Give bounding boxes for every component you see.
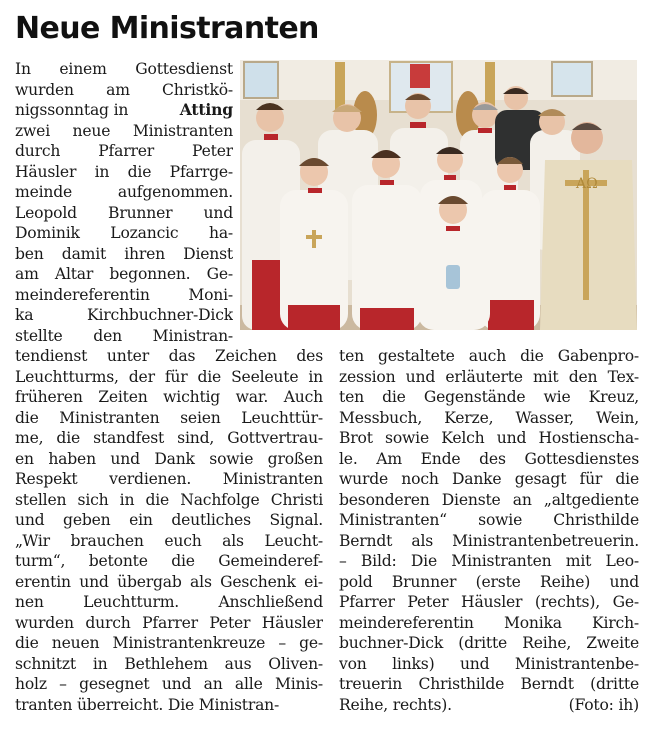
article-line: Pfarrer Peter Häusler (rechts), Ge- [339, 593, 639, 611]
article-line: zwei neue Ministranten [15, 121, 233, 140]
article-line: wurde noch Danke gesagt für die [339, 470, 639, 488]
article-line: erentin und übergab als Geschenk ei- [15, 572, 323, 591]
article-line: buchner-Dick (dritte Reihe, Zweite [339, 634, 639, 652]
article-line: ten die Gegenstände wie Kreuz, [339, 388, 639, 406]
group-photo [240, 60, 637, 330]
article-line: holz – gesegnet und an alle Minis- [15, 675, 323, 693]
article-line: schnitzt in Bethlehem aus Oliven- [15, 654, 323, 673]
article-text: nigssonntag in [15, 101, 129, 119]
article-line: en haben und Dank sowie großen [15, 449, 323, 468]
article-text: Reihe, rechts). [339, 695, 452, 714]
group-photo-illustration [240, 60, 637, 330]
article-line: meindereferentin Monika Kirch- [339, 613, 639, 632]
article-line: tranten überreicht. Die Ministran- [15, 695, 280, 714]
article-line: besonderen Dienste an „altgediente [339, 490, 639, 509]
chasuble-symbol: ΑΩ [576, 176, 598, 192]
article-line [339, 695, 639, 716]
page-title: Neue Ministranten [15, 11, 319, 46]
article-line: ben damit ihren Dienst [15, 244, 233, 263]
article-line: treuerin Christhilde Berndt (dritte [339, 675, 639, 693]
article-line: von links) und Ministrantenbe- [339, 654, 639, 673]
article-line: die Ministranten seien Leuchttür- [15, 408, 323, 427]
article-line [15, 100, 233, 121]
article-line: Brot sowie Kelch und Hostienscha- [339, 429, 639, 447]
article-line: wurden am Christkö- [15, 80, 233, 99]
article-line: Dominik Lozancic ha- [15, 224, 233, 242]
article-line: meindereferentin Moni- [15, 285, 233, 304]
article-line: turm“, betonte die Gemeinderef- [15, 552, 323, 570]
article-line: ka Kirchbuchner-Dick [15, 306, 233, 324]
article-line: – Bild: Die Ministranten mit Leo- [339, 552, 639, 570]
article-line: die neuen Ministrantenkreuze – ge- [15, 634, 323, 652]
article-line: Leopold Brunner und [15, 203, 233, 222]
article-line: am Altar begonnen. Ge- [15, 265, 233, 283]
article-line: tendienst unter das Zeichen des [15, 347, 323, 365]
article-line: zession und erläuterte mit den Tex- [339, 367, 639, 386]
article-line: le. Am Ende des Gottesdienstes [339, 449, 639, 468]
article-line: wurden durch Pfarrer Peter Häusler [15, 613, 323, 632]
article-line: Messbuch, Kerze, Wasser, Wein, [339, 408, 639, 427]
article-line: me, die standfest sind, Gottvertrau- [15, 429, 323, 447]
article-line: und geben ein deutliches Signal. [15, 511, 323, 529]
article-line: meinde aufgenommen. [15, 183, 233, 201]
article-line: Respekt verdienen. Ministranten [15, 470, 323, 488]
article-line: stellte den Ministran- [15, 326, 233, 345]
article-line: Häusler in die Pfarrge- [15, 162, 233, 181]
place-name: Atting [179, 100, 233, 119]
article-line: pold Brunner (erste Reihe) und [339, 572, 639, 591]
photo-credit: (Foto: ih) [568, 695, 639, 714]
article-line: Ministranten“ sowie Christhilde [339, 511, 639, 529]
article-line: durch Pfarrer Peter [15, 142, 233, 160]
article-line: Berndt als Ministrantenbetreuerin. [339, 531, 639, 550]
article-line: „Wir brauchen euch als Leucht- [15, 531, 323, 550]
article-line: Leuchtturms, der für die Seeleute in [15, 367, 323, 386]
article-line: In einem Gottesdienst [15, 60, 233, 78]
article-line: ten gestaltete auch die Gabenpro- [339, 347, 639, 365]
article-line: stellen sich in die Nachfolge Christi [15, 490, 323, 509]
article-line: früheren Zeiten wichtig war. Auch [15, 388, 323, 406]
article-line: nen Leuchtturm. Anschließend [15, 593, 323, 611]
